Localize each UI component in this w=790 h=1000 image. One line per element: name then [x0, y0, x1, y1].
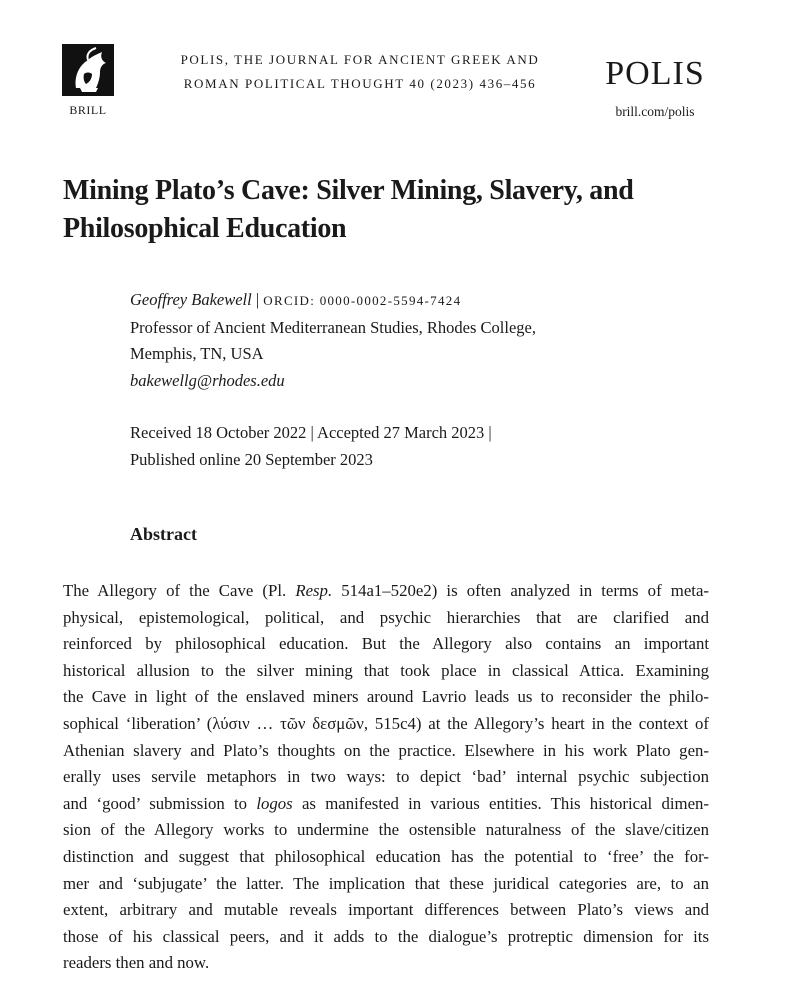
- author-email[interactable]: bakewellg@rhodes.edu: [130, 370, 285, 390]
- author-line: [130, 287, 710, 315]
- abstract-heading: Abstract: [130, 524, 197, 544]
- article-title: Mining Plato’s Cave: Silver Mining, Slavery, and Philosophical Education: [63, 175, 634, 244]
- abstract-line: and ‘good’ submission to logos as manifested in various entities. This historical dimen-: [63, 793, 710, 813]
- abstract-line: Athenian slavery and Plato’s thoughts on the practice. Elsewhere in his work Plato gen-: [63, 740, 709, 760]
- author-affiliation-line1: Professor of Ancient Mediterranean Studies, Rhodes College,: [130, 317, 536, 337]
- author-separator: |: [251, 290, 264, 309]
- abstract-line: mer and ‘subjugate’ the latter. The implication that these juridical categories are, to an: [63, 873, 709, 893]
- journal-citation-line2: ROMAN POLITICAL THOUGHT 40 (2023) 436–456: [183, 76, 537, 91]
- brill-logo: [62, 44, 114, 96]
- abstract-body: [63, 578, 709, 977]
- publisher-name: BRILL: [69, 103, 107, 117]
- abstract-line: extent, arbitrary and mutable reveals important differences between Plato’s views and: [63, 900, 709, 920]
- abstract-line: those of his classical peers, and it adds to the dialogue’s protreptic dimension for its: [63, 926, 709, 946]
- author-block: [130, 287, 710, 394]
- author-orcid[interactable]: ORCID: 0000-0002-5594-7424: [263, 293, 462, 308]
- abstract-line: reinforced by philosophical education. But the Allegory also contains an important: [63, 634, 709, 654]
- abstract-line: the Cave in light of the enslaved miners around Lavrio leads us to reconsider the philo-: [63, 687, 709, 707]
- journal-citation-line1: POLIS, THE JOURNAL FOR ANCIENT GREEK AND: [180, 52, 540, 67]
- abstract-line: sion of the Allegory works to undermine the ostensible naturalness of the slave/citizen: [63, 820, 709, 840]
- publication-dates: [130, 420, 690, 473]
- abstract-line: erally uses servile metaphors in two ways: to depict ‘bad’ internal psychic subjection: [63, 767, 709, 787]
- journal-short-title: POLIS: [605, 55, 705, 92]
- abstract-line: historical allusion to the silver mining that took place in classical Attica. Examining: [63, 660, 709, 680]
- author-affiliation-line2: Memphis, TN, USA: [130, 344, 264, 363]
- athena-helmet-icon: [62, 44, 114, 96]
- abstract-line: sophical ‘liberation’ (λύσιν … τῶν δεσμῶν, 515c4) at the Allegory’s heart in the context of: [63, 713, 709, 733]
- abstract-line: physical, epistemological, political, and psychic hierarchies that are clarified and: [63, 607, 709, 627]
- author-name: Geoffrey Bakewell: [130, 290, 252, 309]
- dates-line2: Published online 20 September 2023: [130, 449, 373, 469]
- abstract-line: distinction and suggest that philosophical education has the potential to ‘free’ the for-: [63, 846, 709, 866]
- abstract-line: The Allegory of the Cave (Pl. Resp. 514a1–520e2) is often analyzed in terms of meta-: [63, 581, 709, 600]
- dates-line1: Received 18 October 2022 | Accepted 27 March 2023 |: [130, 423, 492, 442]
- abstract-line: readers then and now.: [63, 953, 210, 973]
- abstract-italic-term: Resp.: [295, 581, 333, 600]
- journal-url[interactable]: brill.com/polis: [615, 104, 695, 119]
- abstract-italic-term: logos: [256, 793, 293, 813]
